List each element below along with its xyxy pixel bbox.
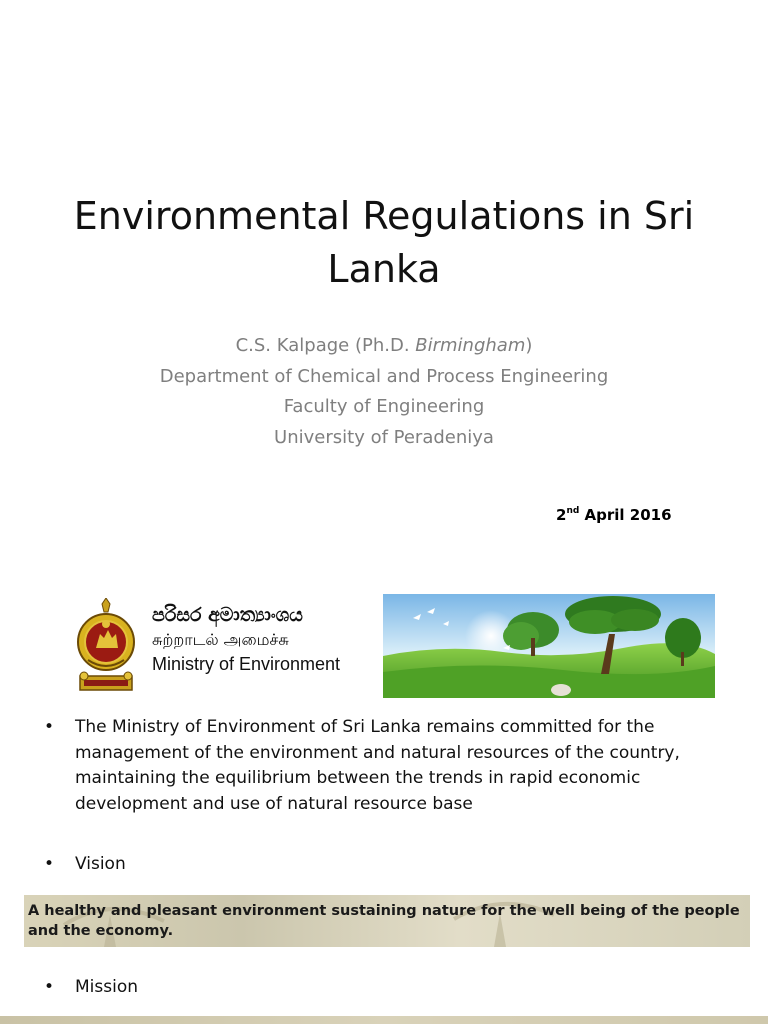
ministry-name-tamil: சுற்றாடல் அமைச்சு [152, 630, 289, 649]
ministry-slide [0, 578, 768, 1024]
title-line-1: Environmental Regulations in Sri [73, 194, 695, 238]
title-line-2: Lanka [327, 247, 441, 291]
nature-landscape-image [383, 594, 715, 698]
bullet-text: Vision [75, 854, 126, 874]
bullet-ministry-statement [44, 715, 724, 825]
bullet-mission [44, 975, 244, 1001]
bullet-symbol: • [44, 854, 55, 874]
ministry-name-sinhala: පරිසර අමාත්‍යාංශය [152, 604, 303, 626]
sri-lanka-emblem-icon [74, 598, 138, 694]
author-close: ) [525, 335, 533, 356]
banner-text-panel [70, 594, 382, 698]
author-line [40, 331, 728, 362]
ministry-banner [70, 594, 715, 698]
department-line: Department of Chemical and Process Engineering [159, 365, 609, 387]
mission-statement-strip [0, 1016, 768, 1024]
university-line: University of Peradeniya [274, 426, 494, 448]
vision-statement: A healthy and pleasant environment sustaining nature for the well being of the people and the economy. [28, 903, 740, 939]
presentation-date [556, 506, 672, 524]
slide-title [40, 190, 728, 296]
bullet-symbol: • [44, 717, 55, 737]
date-month-year: April 2016 [579, 506, 672, 524]
slide-subtitle [40, 331, 728, 453]
date-day: 2 [556, 506, 567, 524]
ministry-name-english: Ministry of Environment [152, 654, 341, 674]
author-university-italic: Birmingham [415, 335, 526, 356]
bullet-vision [44, 852, 244, 878]
bullet-text: The Ministry of Environment of Sri Lanka remains committed for the management of the environment and natural resources of the country, maintaining the equilibrium between the trends in rapid economic development and use of natural resource base [75, 717, 680, 814]
bullet-text: Mission [75, 977, 139, 997]
author-name: C.S. Kalpage (Ph.D. [235, 335, 416, 356]
bullet-symbol: • [44, 977, 55, 997]
date-ordinal: nd [566, 506, 580, 516]
vision-statement-box [24, 895, 750, 947]
faculty-line: Faculty of Engineering [283, 396, 485, 417]
